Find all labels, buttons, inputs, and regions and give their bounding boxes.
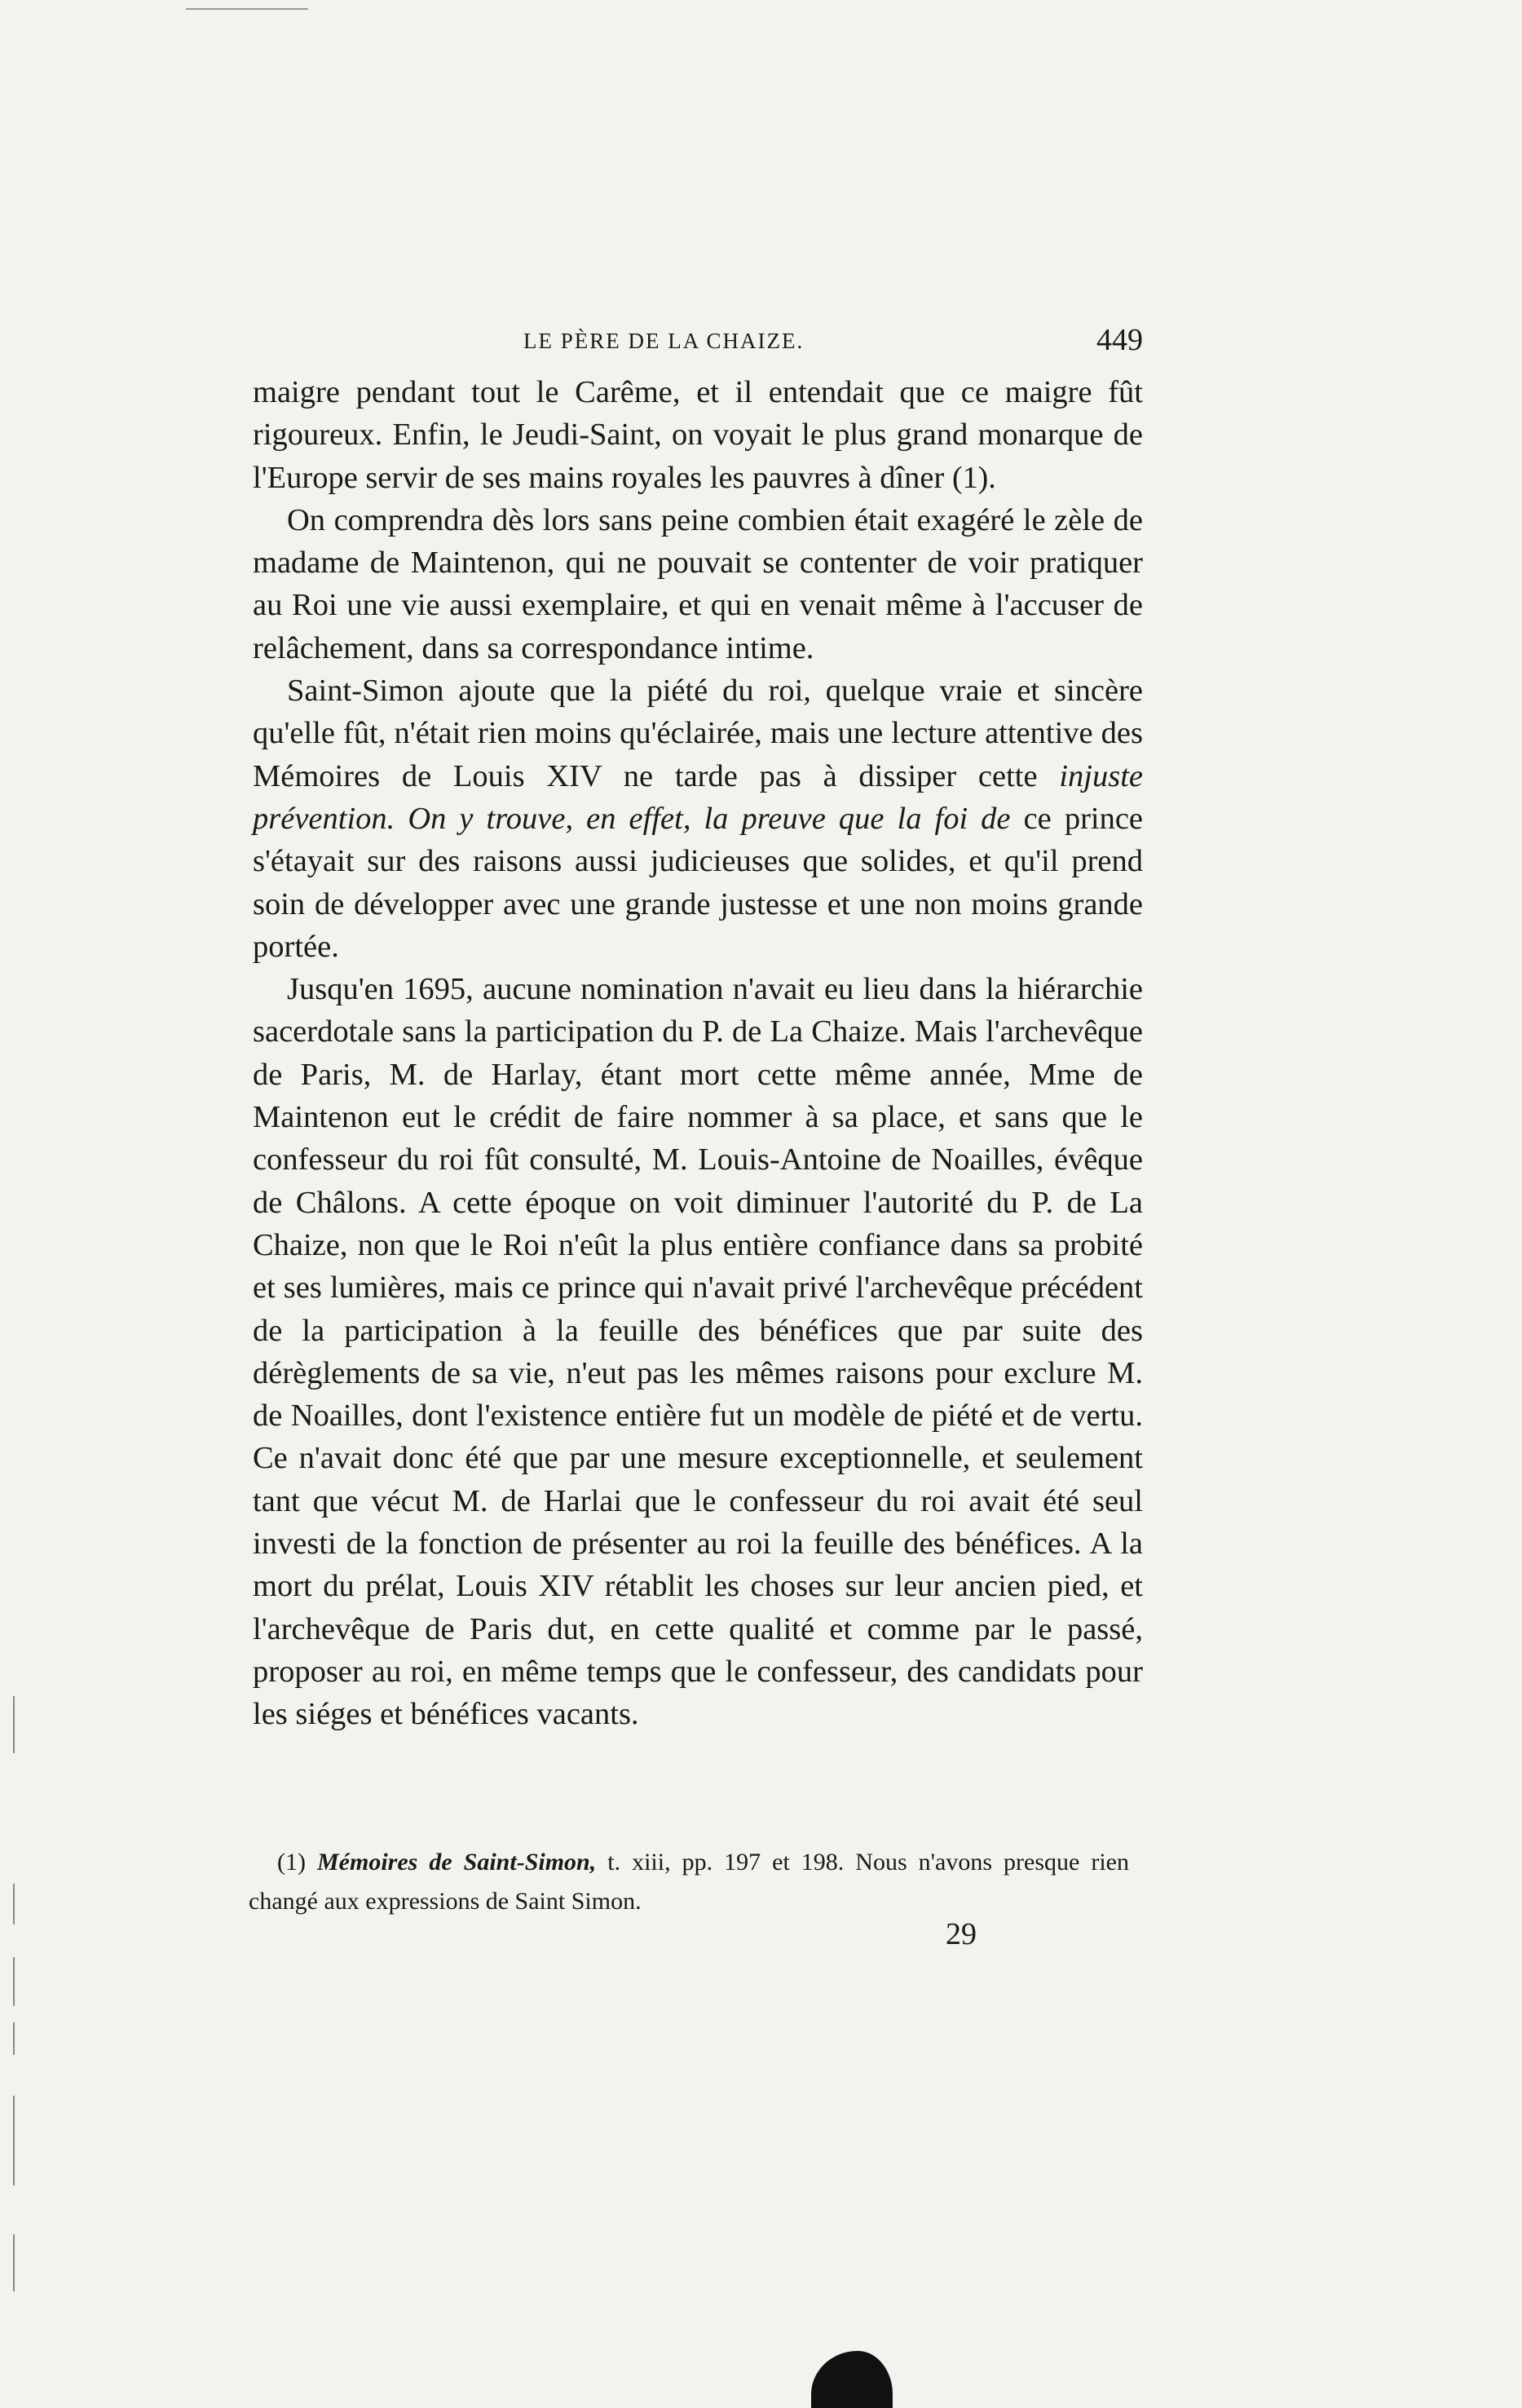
paragraph-text: On comprendra dès lors sans peine combien était exagéré le zèle de madame de Maintenon, qui ne pouvait se contenter de voir pratiquer au Roi une vie aussi exemplaire, et qui en venait même à l'accuser de relâchement, dans sa correspondance intime. xyxy=(253,502,1143,665)
footnote-title: Mémoires de Saint-Simon, xyxy=(317,1849,597,1876)
edge-mark xyxy=(13,1884,15,1924)
paragraph-text: ce prince s'étayait sur des raisons aussi judicieuses que solides, et qu'il prend soin de développer avec une grande justesse et une non moins grande portée. xyxy=(253,801,1144,964)
signature-mark: 29 xyxy=(946,1917,977,1951)
edge-mark xyxy=(13,2022,15,2055)
page-number: 449 xyxy=(1096,323,1143,357)
running-head xyxy=(254,322,1143,363)
footnote-reference: (1). xyxy=(951,460,996,495)
footnote-marker: (1) xyxy=(277,1849,306,1876)
ink-smudge xyxy=(811,2351,893,2408)
paragraph xyxy=(253,669,1143,968)
footnote-text: t. xiii, pp. 197 et 198. Nous n'avons presque rien changé aux expressions de Saint Simon. xyxy=(249,1849,1129,1915)
edge-mark xyxy=(13,1696,15,1753)
top-rule xyxy=(186,8,308,10)
running-title: LE PÈRE DE LA CHAIZE. xyxy=(523,329,805,353)
edge-mark xyxy=(13,1957,15,2006)
paragraph xyxy=(253,499,1143,669)
edge-mark xyxy=(13,2234,15,2291)
edge-mark xyxy=(13,2096,15,2185)
paragraph xyxy=(253,371,1143,499)
paragraph-text: Jusqu'en 1695, aucune nomination n'avait eu lieu dans la hiérarchie sacerdotale sans la participation du P. de La Chaize. Mais l'archevêque de Paris, M. de Harlay, étant mort cette même année, Mme de Maintenon eut le crédit de faire nommer à sa place, et sans que le confesseur du roi fût consulté, M. Louis-Antoine de Noailles, évêque de Châlons. A cette époque on voit diminuer l'autorité du P. de La Chaize, non que le Roi n'eût la plus entière confiance dans sa probité et ses lumières, mais ce prince qui n'avait privé l'archevêque précédent de la participation à la feuille des bénéfices que par suite des dérèglements de sa vie, n'eut pas les mêmes raisons pour exclure M. de Noailles, dont l'existence entière fut un modèle de piété et de vertu. Ce n'avait donc été que par une mesure exceptionnelle, et seulement tant que vécut M. de Harlai que le confesseur du roi avait été seul investi de la fonction de présenter au roi la feuille des bénéfices. A la mort du prélat, Louis XIV rétablit les choses sur leur ancien pied, et l'archevêque de Paris dut, en cette qualité et comme par le passé, proposer au roi, en même temps que le confesseur, des candidats pour les siéges et bénéfices vacants. xyxy=(253,972,1143,1732)
footnote xyxy=(249,1843,1129,1921)
italic-text: injuste prévention. On y trouve, en effet, la preuve que la foi de xyxy=(253,758,1143,836)
body-text xyxy=(253,371,1143,1736)
paragraph-text: Saint-Simon ajoute que la piété du roi, quelque vraie et sincère qu'elle fût, n'était rien moins qu'éclairée, mais une lecture attentive des Mémoires de Louis XIV ne tarde pas à dissiper cette xyxy=(253,674,1143,793)
paragraph-text: maigre pendant tout le Carême, et il entendait que ce maigre fût rigoureux. Enfin, le Jeudi-Saint, on voyait le plus grand monarque de l'Europe servir de ses mains royales les pauvres à dîner xyxy=(253,375,1143,495)
paragraph xyxy=(253,968,1143,1735)
